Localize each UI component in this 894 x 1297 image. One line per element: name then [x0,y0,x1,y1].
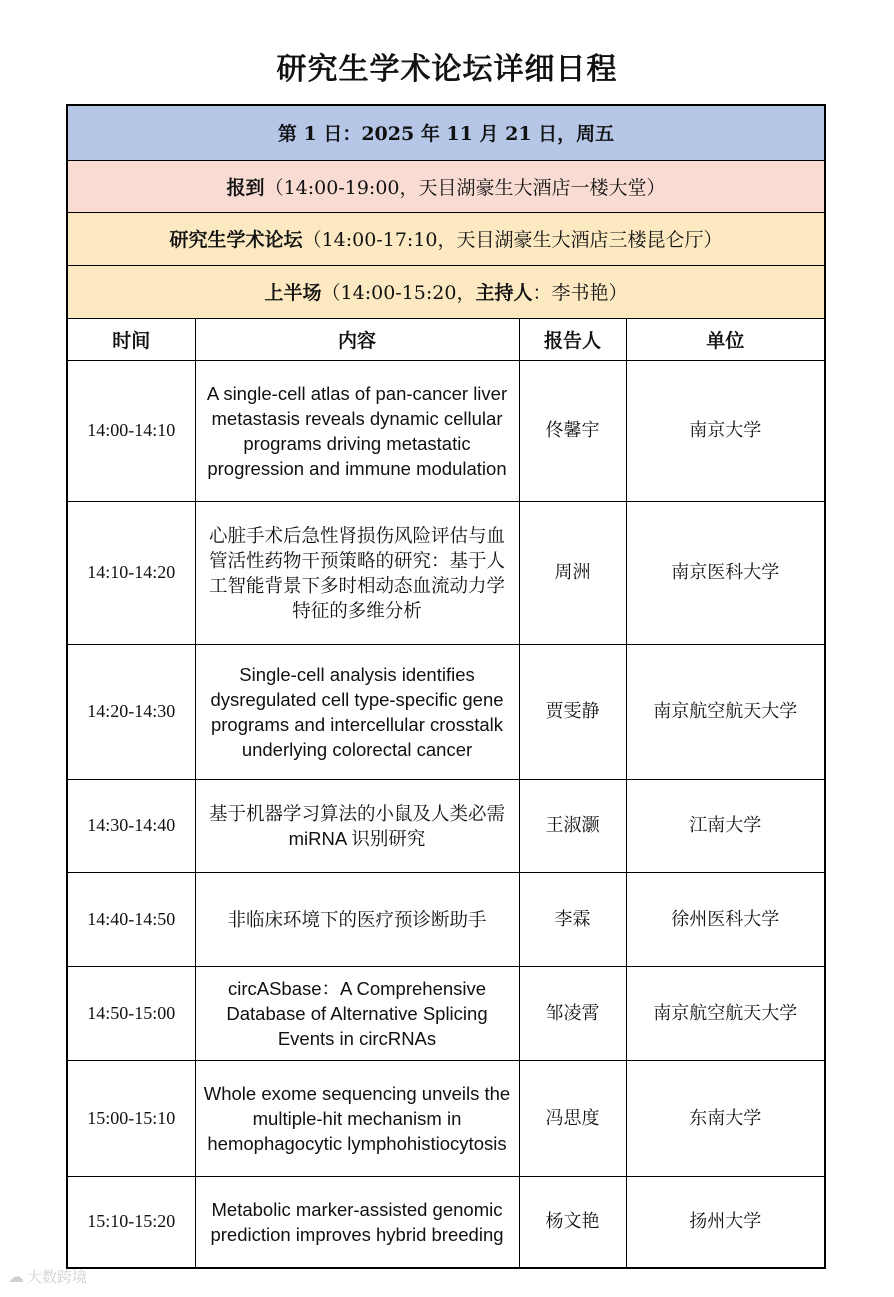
watermark-text: 大数跨境 [27,1268,88,1286]
row-unit: 南京航空航天大学 [626,644,825,779]
header-speaker: 报告人 [519,318,626,360]
row-unit: 南京大学 [626,360,825,501]
row-content: circASbase：A Comprehensive Database of Alternative Splicing Events in circRNAs [195,966,519,1060]
registration-label: 报到 [226,176,265,199]
row-speaker: 冯思度 [519,1060,626,1176]
row-speaker: 周洲 [519,501,626,644]
registration-detail: （14:00-19:00，天目湖豪生大酒店一楼大堂） [264,176,666,199]
registration-row [67,160,825,212]
row-content: 心脏手术后急性肾损伤风险评估与血管活性药物干预策略的研究：基于人工智能背景下多时相动态血流动力学特征的多维分析 [195,501,519,644]
row-unit: 徐州医科大学 [626,872,825,966]
row-unit: 扬州大学 [626,1176,825,1268]
row-content: Single-cell analysis identifies dysregulated cell type-specific gene programs and intercellular crosstalk underlying colorectal cancer [195,644,519,779]
row-unit: 江南大学 [626,779,825,872]
table-row [67,966,825,1060]
cloud-logo-icon: ☁ [8,1267,24,1286]
header-unit: 单位 [626,318,825,360]
table-row [67,360,825,501]
row-speaker: 邹凌霄 [519,966,626,1060]
registration-banner [67,160,825,212]
page-title: 研究生学术论坛详细日程 [276,52,618,87]
table-row [67,501,825,644]
watermark [8,1266,87,1287]
row-content: 基于机器学习算法的小鼠及人类必需 miRNA 识别研究 [195,779,519,872]
session-banner [67,265,825,318]
schedule-table [66,104,826,1269]
host-name: ：李书艳） [532,282,628,304]
host-label: 主持人 [475,282,533,304]
row-unit: 南京医科大学 [626,501,825,644]
row-content: Whole exome sequencing unveils the multiple-hit mechanism in hemophagocytic lymphohistiocytosis [195,1060,519,1176]
forum-banner [67,212,825,265]
session-label: 上半场 [264,282,322,304]
table-row [67,779,825,872]
forum-row [67,212,825,265]
row-unit: 东南大学 [626,1060,825,1176]
row-time: 14:10-14:20 [67,501,195,644]
session-time: （14:00-15:20， [321,282,476,304]
row-time: 15:00-15:10 [67,1060,195,1176]
row-time: 14:30-14:40 [67,779,195,872]
table-row [67,1176,825,1268]
row-speaker: 李霖 [519,872,626,966]
forum-label: 研究生学术论坛 [169,229,303,251]
row-time: 14:40-14:50 [67,872,195,966]
row-speaker: 贾雯静 [519,644,626,779]
row-unit: 南京航空航天大学 [626,966,825,1060]
table-row [67,872,825,966]
row-speaker: 杨文艳 [519,1176,626,1268]
row-time: 14:20-14:30 [67,644,195,779]
table-row [67,644,825,779]
day-banner: 第 1 日：2025 年 11 月 21 日，周五 [67,105,825,160]
forum-detail: （14:00-17:10，天目湖豪生大酒店三楼昆仑厅） [302,229,723,251]
row-time: 14:50-15:00 [67,966,195,1060]
table-row [67,1060,825,1176]
row-content: 非临床环境下的医疗预诊断助手 [195,872,519,966]
header-time: 时间 [67,318,195,360]
header-content: 内容 [195,318,519,360]
table-header-row [67,318,825,360]
row-speaker: 王淑灏 [519,779,626,872]
row-time: 15:10-15:20 [67,1176,195,1268]
row-content: A single-cell atlas of pan-cancer liver metastasis reveals dynamic cellular programs driving metastatic progression and immune modulation [195,360,519,501]
row-content: Metabolic marker-assisted genomic prediction improves hybrid breeding [195,1176,519,1268]
session-row [67,265,825,318]
day-banner-row [67,105,825,160]
row-time: 14:00-14:10 [67,360,195,501]
row-speaker: 佟馨宇 [519,360,626,501]
